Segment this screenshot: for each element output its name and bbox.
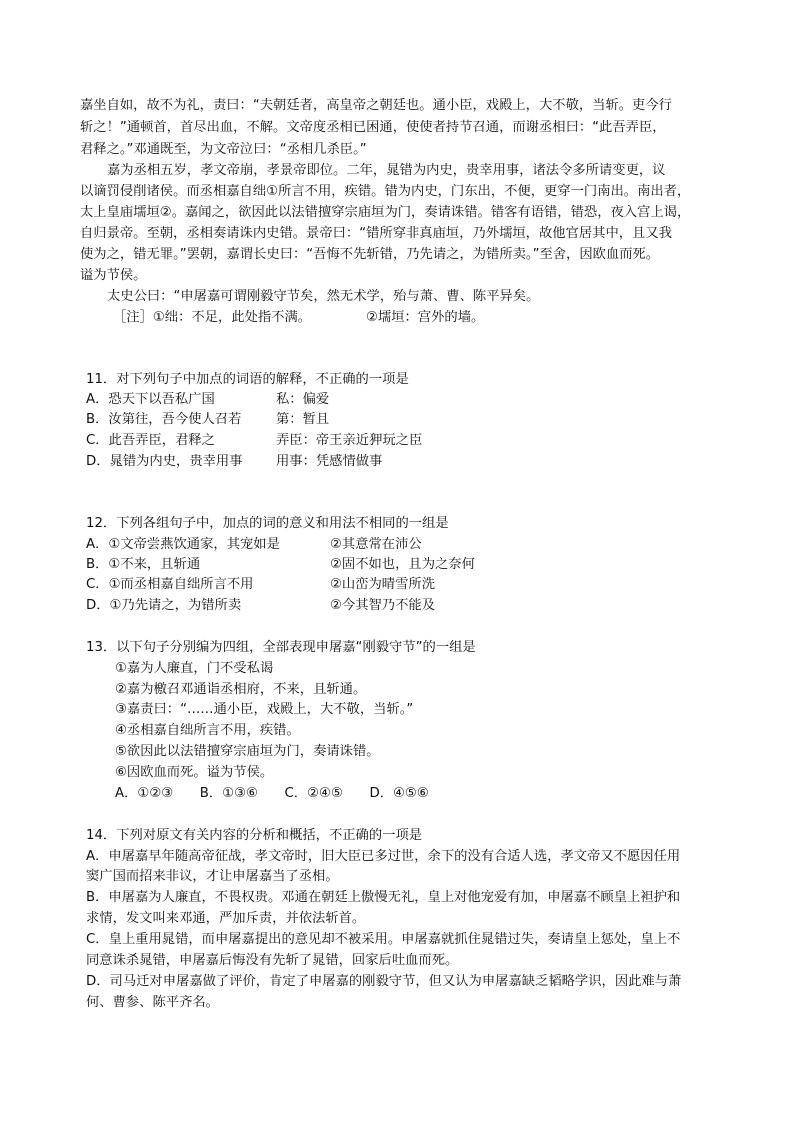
- statement-item: ①嘉为人廉直，门不受私谒: [115, 661, 274, 676]
- option-d: D．司马迁对申屠嘉做了评价，肯定了申屠嘉的刚毅守节，但又认为申屠嘉缺乏韬略学识，因此难与萧: [86, 974, 682, 989]
- option-d-gloss: 用事：凭感情做事: [276, 454, 383, 469]
- option-b: B．汝第往，吾今使人召若: [86, 412, 242, 427]
- passage-note: ②壖垣：宫外的墙。: [366, 310, 485, 325]
- option-d: D．晁错为内史，贵幸用事: [86, 454, 243, 469]
- statement-item: ③嘉责曰：“……通小臣，戏殿上，大不敬，当斩。”: [115, 702, 414, 717]
- option-a: A．①文帝尝燕饮通家，其宠如是: [86, 537, 280, 552]
- statement-item: ⑥因欧血而死。谥为节侯。: [115, 765, 274, 780]
- passage-line: 君释之。”邓通既至，为文帝泣曰：“丞相几杀臣。”: [80, 142, 367, 157]
- question-stem: 14．下列对原文有关内容的分析和概括，不正确的一项是: [86, 828, 423, 843]
- passage-line: 斩之！”通顿首，首尽出血，不解。文帝度丞相已困通，使使者持节召通，而谢丞相曰：“此吾弄臣，: [80, 120, 666, 135]
- passage-note: ［注］①绌：不足，此处指不满。: [113, 310, 312, 325]
- option-c: C．皇上重用晁错，而申屠嘉提出的意见却不被采用。申屠嘉就抓住晁错过失，奏请皇上惩处，皇上不: [86, 932, 681, 947]
- passage-line: 嘉为丞相五岁，孝文帝崩，孝景帝即位。二年，晁错为内史，贵幸用事，诸法令多所请变更，议: [107, 163, 666, 178]
- passage-line: 使为之，错无罪。”罢朝，嘉谓长史曰：“吾悔不先斩错，乃先请之，为错所卖。”至舍，因欧血而死。: [80, 247, 660, 262]
- option-d-pair: ②今其智乃不能及: [330, 598, 435, 613]
- option-a-gloss: 私：偏爱: [276, 392, 330, 407]
- option-c: C．此吾弄臣，君释之: [86, 433, 215, 448]
- option-d-cont: 何、曹参、陈平齐名。: [86, 995, 219, 1010]
- option-c-gloss: 弄臣：帝王亲近狎玩之臣: [276, 433, 423, 448]
- option-b: B．①不来，且斩通: [86, 557, 201, 572]
- statement-item: ⑤欲因此以法错擅穿宗庙垣为门，奏请诛错。: [115, 744, 380, 759]
- option-a-cont: 窦广国而招来非议，才让申屠嘉当了丞相。: [86, 869, 339, 884]
- passage-line: 太史公曰：“申屠嘉可谓刚毅守节矣，然无术学，殆与萧、曹、陈平异矣。: [107, 289, 540, 304]
- passage-line: 太上皇庙壖垣②。嘉闻之，欲因此以法错擅穿宗庙垣为门，奏请诛错。错客有语错，错恐，夜入宫上谒，: [80, 205, 691, 220]
- option-c-pair: ②山峦为晴雪所洗: [330, 577, 435, 592]
- passage-line: 嘉坐自如，故不为礼，责曰：“夫朝廷者，高皇帝之朝廷也。通小臣，戏殿上，大不敬，当斩。吏今行: [80, 98, 672, 113]
- option-b-pair: ②固不如也，且为之奈何: [330, 557, 475, 572]
- statement-item: ④丞相嘉自绌所言不用，疾错。: [115, 723, 300, 738]
- option-b-cont: 求情，发文叫来邓通，严加斥责，并依法斩首。: [86, 911, 366, 926]
- passage-line: 以谪罚侵削诸侯。而丞相嘉自绌①所言不用，疾错。错为内史，门东出，不便，更穿一门南出。南出者，: [80, 184, 691, 199]
- statement-item: ②嘉为檄召邓通诣丞相府，不来，且斩通。: [115, 682, 367, 697]
- passage-line: 自归景帝。至朝，丞相奏请诛内史错。景帝曰：“错所穿非真庙垣，乃外壖垣，故他官居其中，且又我: [80, 226, 672, 241]
- question-stem: 12．下列各组句子中，加点的词的意义和用法不相同的一组是: [86, 516, 449, 531]
- question-stem: 11．对下列句子中加点的词语的解释，不正确的一项是: [86, 372, 409, 387]
- option-d: D．①乃先请之，为错所卖: [86, 598, 242, 613]
- answer-choices: A．①②③ B．①③⑥ C．②④⑤ D．④⑤⑥: [115, 786, 429, 801]
- option-a: A．恐天下以吾私广国: [86, 392, 215, 407]
- passage-line: 谥为节侯。: [80, 268, 147, 283]
- option-b: B．申屠嘉为人廉直，不畏权贵。邓通在朝廷上傲慢无礼，皇上对他宠爱有加，申屠嘉不顾皇上袒护和: [86, 890, 681, 905]
- option-c: C．①而丞相嘉自绌所言不用: [86, 577, 254, 592]
- option-c-cont: 同意诛杀晁错，申屠嘉后悔没有先斩了晁错，回家后吐血而死。: [86, 953, 459, 968]
- question-stem: 13．以下句子分别编为四组，全部表现申屠嘉“刚毅守节”的一组是: [86, 640, 476, 655]
- option-a-pair: ②其意常在沛公: [330, 537, 422, 552]
- option-a: A．申屠嘉早年随高帝征战，孝文帝时，旧大臣已多过世，余下的没有合适人选，孝文帝又不愿因任用: [86, 849, 681, 864]
- option-b-gloss: 第：暂且: [276, 412, 330, 427]
